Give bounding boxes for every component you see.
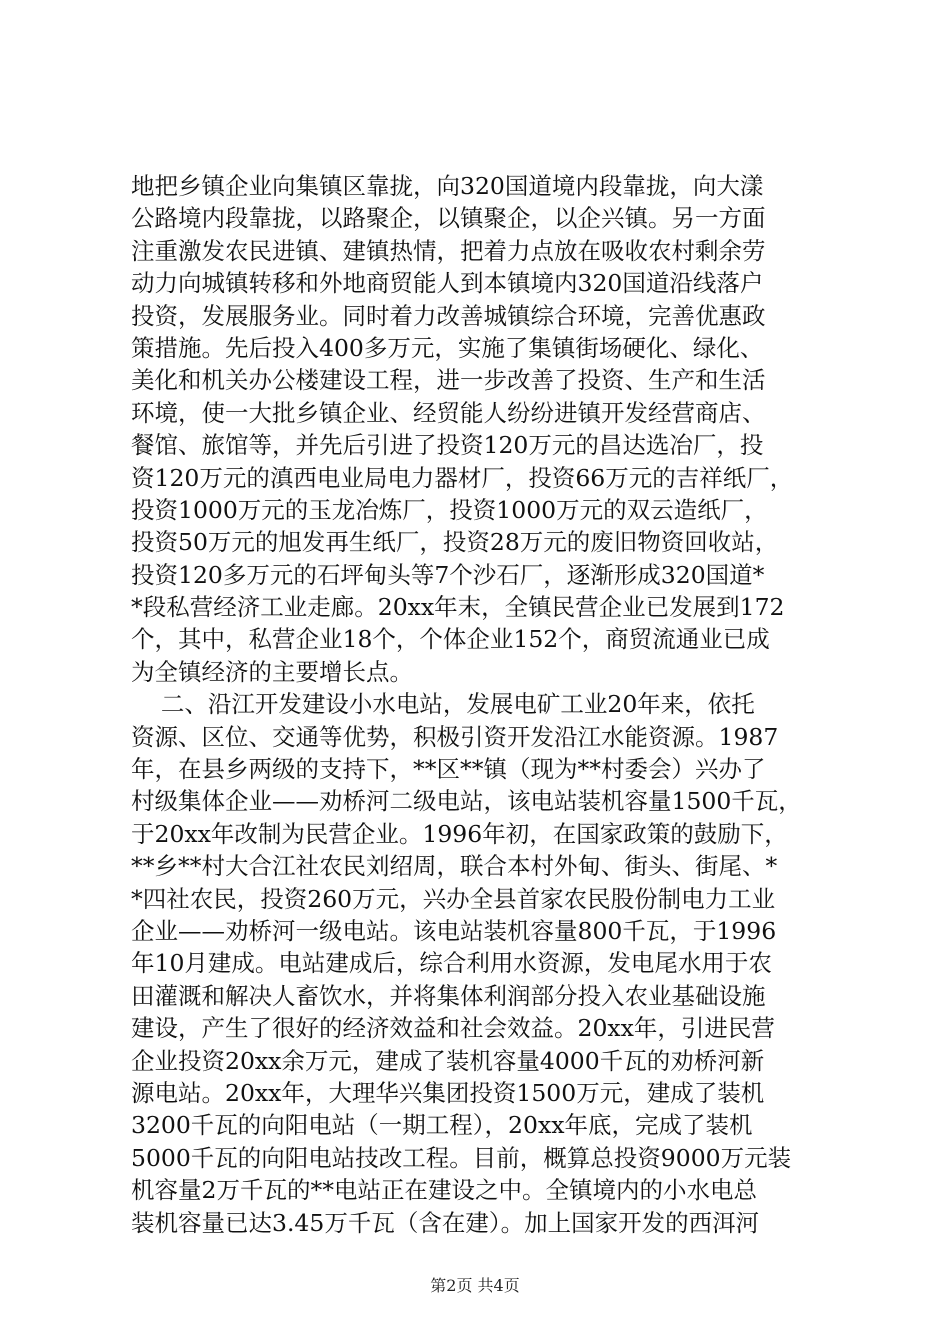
text-line: 企业投资20xx余万元，建成了装机容量4000千瓦的劝桥河新 (131, 1046, 765, 1075)
text-line: 策措施。先后投入400多万元，实施了集镇街场硬化、绿化、 (131, 333, 764, 362)
text-line: 个，其中，私营企业18个，个体企业152个，商贸流通业已成 (131, 625, 770, 654)
page-footer: 第2页 共4页 (430, 1276, 520, 1295)
text-line: 注重激发农民进镇、建镇热情，把着力点放在吸收农村剩余劳 (131, 236, 766, 265)
text-line: 源电站。20xx年，大理华兴集团投资1500万元，建成了装机 (131, 1078, 765, 1107)
text-line: 田灌溉和解决人畜饮水，并将集体利润部分投入农业基础设施 (131, 981, 766, 1010)
text-line: 企业——劝桥河一级电站。该电站装机容量800千瓦，于1996 (131, 916, 777, 945)
text-line: 资120万元的滇西电业局电力器材厂，投资66万元的吉祥纸厂， (131, 463, 794, 492)
text-line: 3200千瓦的向阳电站（一期工程），20xx年底，完成了装机 (131, 1111, 753, 1140)
text-line: 于20xx年改制为民营企业。1996年初，在国家政策的鼓励下， (131, 819, 788, 848)
text-line: 投资1000万元的玉龙冶炼厂，投资1000万元的双云造纸厂， (131, 495, 768, 524)
text-line: 环境，使一大批乡镇企业、经贸能人纷纷进镇开发经营商店、 (131, 398, 766, 427)
text-line: **乡**村大合江社农民刘绍周，联合本村外甸、街头、街尾、* (131, 852, 778, 881)
text-line: 5000千瓦的向阳电站技改工程。目前，概算总投资9000万元装 (131, 1143, 792, 1172)
text-line: 年10月建成。电站建成后，综合利用水资源，发电尾水用于农 (131, 949, 772, 978)
text-line: *四社农民，投资260万元，兴办全县首家农民股份制电力工业 (131, 884, 776, 913)
text-line: 动力向城镇转移和外地商贸能人到本镇境内320国道沿线落户 (131, 269, 764, 298)
text-line: 地把乡镇企业向集镇区靠拢，向320国道境内段靠拢，向大漾 (131, 172, 764, 200)
text-line: 建设，产生了很好的经济效益和社会效益。20xx年，引进民营 (131, 1014, 775, 1043)
text-line: 资源、区位、交通等优势，积极引资开发沿江水能资源。1987 (131, 722, 779, 751)
text-line: 餐馆、旅馆等，并先后引进了投资120万元的昌达选冶厂，投 (131, 431, 764, 460)
text-line: 二、沿江开发建设小水电站，发展电矿工业20年来，依托 (131, 690, 755, 719)
text-line: 村级集体企业——劝桥河二级电站，该电站装机容量1500千瓦， (131, 787, 802, 816)
text-line: *段私营经济工业走廊。20xx年末，全镇民营企业已发展到172 (131, 593, 785, 622)
text-line: 投资50万元的旭发再生纸厂，投资28万元的废旧物资回收站， (131, 528, 779, 557)
text-line: 公路境内段靠拢，以路聚企，以镇聚企，以企兴镇。另一方面 (131, 204, 766, 233)
text-line: 年，在县乡两级的支持下，**区**镇（现为**村委会）兴办了 (131, 755, 766, 784)
text-line: 美化和机关办公楼建设工程，进一步改善了投资、生产和生活 (131, 366, 766, 395)
text-line: 为全镇经济的主要增长点。 (131, 657, 413, 686)
document-body (131, 170, 831, 1239)
text-line: 投资，发展服务业。同时着力改善城镇综合环境，完善优惠政 (131, 301, 766, 330)
text-line: 投资120多万元的石坪甸头等7个沙石厂，逐渐形成320国道* (131, 560, 765, 589)
text-line: 装机容量已达3.45万千瓦（含在建）。加上国家开发的西洱河 (131, 1208, 760, 1237)
text-line: 机容量2万千瓦的**电站正在建设之中。全镇境内的小水电总 (131, 1176, 757, 1205)
